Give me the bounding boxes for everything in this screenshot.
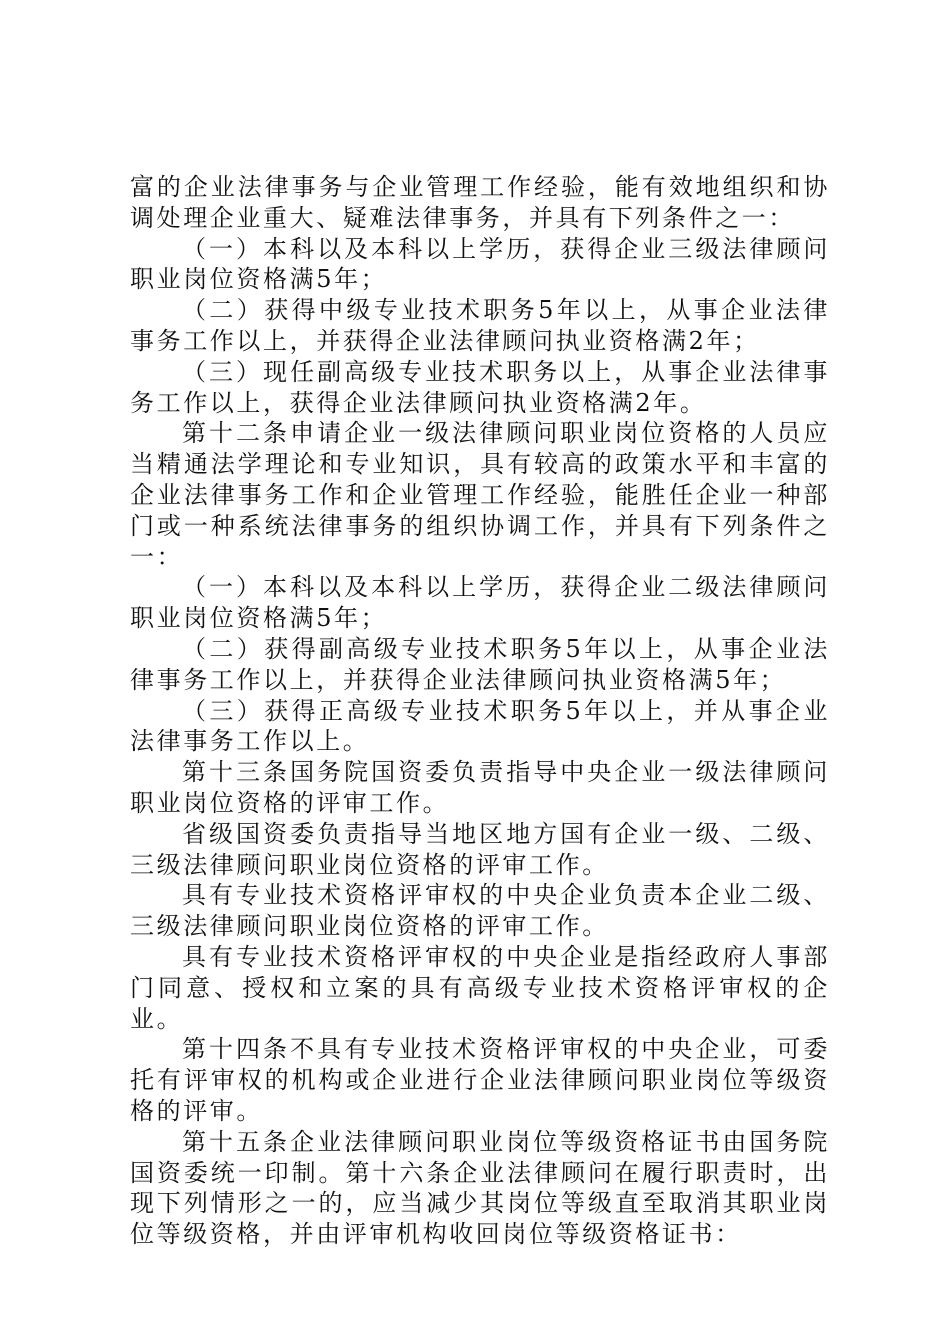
paragraph-14: 第十五条企业法律顾问职业岗位等级资格证书由国务院国资委统一印制。第十六条企业法律顾问在履行职责时，出现下列情形之一的，应当减少其岗位等级直至取消其职业岗位等级资格，并由评审机构收回岗位等级资格证书： (130, 1127, 830, 1249)
paragraph-7: （二）获得副高级专业技术职务5年以上，从事企业法律事务工作以上，并获得企业法律顾问执业资格满5年； (130, 634, 830, 694)
paragraph-8: （三）获得正高级专业技术职务5年以上，并从事企业法律事务工作以上。 (130, 696, 830, 756)
paragraph-1: 富的企业法律事务与企业管理工作经验，能有效地组织和协调处理企业重大、疑难法律事务，并具有下列条件之一： (130, 173, 830, 232)
paragraph-13: 第十四条不具有专业技术资格评审权的中央企业，可委托有评审权的机构或企业进行企业法律顾问职业岗位等级资格的评审。 (130, 1035, 830, 1125)
document-body (130, 172, 830, 1250)
paragraph-6: （一）本科以及本科以上学历，获得企业二级法律顾问职业岗位资格满5年； (130, 573, 830, 633)
paragraph-9: 第十三条国务院国资委负责指导中央企业一级法律顾问职业岗位资格的评审工作。 (130, 758, 830, 817)
paragraph-12: 具有专业技术资格评审权的中央企业是指经政府人事部门同意、授权和立案的具有高级专业技术资格评审权的企业。 (130, 942, 830, 1033)
paragraph-2: （一）本科以及本科以上学历，获得企业三级法律顾问职业岗位资格满5年； (130, 234, 830, 294)
paragraph-11: 具有专业技术资格评审权的中央企业负责本企业二级、三级法律顾问职业岗位资格的评审工作。 (130, 881, 830, 941)
paragraph-4: （三）现任副高级专业技术职务以上，从事企业法律事务工作以上，获得企业法律顾问执业资格满2年。 (130, 357, 830, 417)
paragraph-3: （二）获得中级专业技术职务5年以上，从事企业法律事务工作以上，并获得企业法律顾问执业资格满2年； (130, 296, 830, 355)
paragraph-10: 省级国资委负责指导当地区地方国有企业一级、二级、三级法律顾问职业岗位资格的评审工作。 (130, 819, 830, 879)
paragraph-5: 第十二条申请企业一级法律顾问职业岗位资格的人员应当精通法学理论和专业知识，具有较高的政策水平和丰富的企业法律事务工作和企业管理工作经验，能胜任企业一种部门或一种系统法律事务的组织协调工作，并具有下列条件之一： (130, 419, 830, 571)
